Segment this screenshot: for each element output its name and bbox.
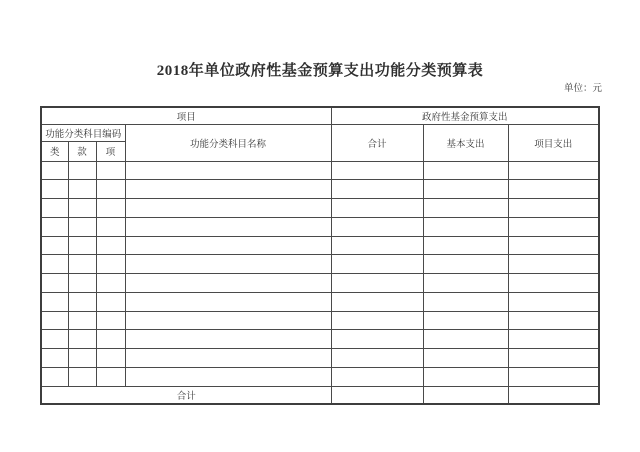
footer-total-row bbox=[41, 386, 599, 404]
cell-item bbox=[96, 199, 125, 218]
cell-name bbox=[125, 236, 331, 255]
cell-section bbox=[68, 274, 96, 293]
table-row bbox=[41, 330, 599, 349]
header-code-group: 功能分类科目编码 bbox=[41, 124, 125, 141]
table-row bbox=[41, 199, 599, 218]
cell-total bbox=[331, 274, 423, 293]
header-project-group: 项目 bbox=[41, 107, 331, 124]
cell-total bbox=[331, 292, 423, 311]
cell-total bbox=[331, 311, 423, 330]
cell-class bbox=[41, 292, 68, 311]
table-row bbox=[41, 180, 599, 199]
cell-basic bbox=[423, 274, 508, 293]
cell-project bbox=[508, 180, 599, 199]
cell-name bbox=[125, 217, 331, 236]
cell-basic bbox=[423, 161, 508, 180]
unit-label: 单位：元 bbox=[563, 84, 602, 94]
cell-basic bbox=[423, 311, 508, 330]
cell-class bbox=[41, 311, 68, 330]
cell-class bbox=[41, 217, 68, 236]
footer-basic-value bbox=[423, 386, 508, 404]
header-item-column: 项 bbox=[96, 141, 125, 161]
header-section-column: 款 bbox=[68, 141, 96, 161]
table-row bbox=[41, 255, 599, 274]
header-projectexp-column: 项目支出 bbox=[508, 124, 599, 161]
cell-name bbox=[125, 349, 331, 368]
cell-basic bbox=[423, 236, 508, 255]
cell-basic bbox=[423, 180, 508, 199]
cell-class bbox=[41, 330, 68, 349]
table-body bbox=[41, 161, 599, 386]
footer-total-value bbox=[331, 386, 423, 404]
table-row bbox=[41, 161, 599, 180]
cell-section bbox=[68, 330, 96, 349]
cell-item bbox=[96, 367, 125, 386]
cell-basic bbox=[423, 255, 508, 274]
cell-name bbox=[125, 199, 331, 218]
cell-class bbox=[41, 199, 68, 218]
cell-item bbox=[96, 274, 125, 293]
cell-name bbox=[125, 367, 331, 386]
cell-total bbox=[331, 367, 423, 386]
cell-item bbox=[96, 236, 125, 255]
table-row bbox=[41, 367, 599, 386]
cell-class bbox=[41, 367, 68, 386]
cell-total bbox=[331, 349, 423, 368]
cell-basic bbox=[423, 367, 508, 386]
cell-total bbox=[331, 236, 423, 255]
table-footer bbox=[41, 386, 599, 404]
cell-item bbox=[96, 292, 125, 311]
cell-project bbox=[508, 311, 599, 330]
cell-project bbox=[508, 292, 599, 311]
cell-basic bbox=[423, 217, 508, 236]
cell-item bbox=[96, 255, 125, 274]
cell-section bbox=[68, 311, 96, 330]
budget-table bbox=[40, 106, 600, 405]
table-row bbox=[41, 236, 599, 255]
cell-class bbox=[41, 274, 68, 293]
cell-name bbox=[125, 274, 331, 293]
cell-project bbox=[508, 255, 599, 274]
cell-section bbox=[68, 292, 96, 311]
footer-project-value bbox=[508, 386, 599, 404]
cell-basic bbox=[423, 292, 508, 311]
cell-project bbox=[508, 274, 599, 293]
header-class-column: 类 bbox=[41, 141, 68, 161]
cell-basic bbox=[423, 199, 508, 218]
cell-section bbox=[68, 217, 96, 236]
cell-project bbox=[508, 349, 599, 368]
cell-class bbox=[41, 349, 68, 368]
table-row bbox=[41, 217, 599, 236]
cell-item bbox=[96, 217, 125, 236]
cell-name bbox=[125, 311, 331, 330]
cell-project bbox=[508, 330, 599, 349]
cell-name bbox=[125, 330, 331, 349]
page-title: 2018年单位政府性基金预算支出功能分类预算表 bbox=[156, 63, 484, 79]
cell-name bbox=[125, 255, 331, 274]
cell-name bbox=[125, 161, 331, 180]
table-row bbox=[41, 274, 599, 293]
cell-name bbox=[125, 292, 331, 311]
cell-class bbox=[41, 255, 68, 274]
cell-project bbox=[508, 217, 599, 236]
cell-item bbox=[96, 349, 125, 368]
table-row bbox=[41, 292, 599, 311]
header-basic-column: 基本支出 bbox=[423, 124, 508, 161]
cell-item bbox=[96, 311, 125, 330]
cell-class bbox=[41, 161, 68, 180]
header-name-column: 功能分类科目名称 bbox=[125, 124, 331, 161]
table-row bbox=[41, 311, 599, 330]
cell-project bbox=[508, 199, 599, 218]
cell-item bbox=[96, 180, 125, 199]
cell-project bbox=[508, 367, 599, 386]
cell-name bbox=[125, 180, 331, 199]
cell-class bbox=[41, 180, 68, 199]
cell-section bbox=[68, 367, 96, 386]
cell-item bbox=[96, 330, 125, 349]
cell-total bbox=[331, 199, 423, 218]
cell-basic bbox=[423, 349, 508, 368]
cell-section bbox=[68, 349, 96, 368]
header-group-row bbox=[41, 107, 599, 124]
cell-total bbox=[331, 255, 423, 274]
cell-item bbox=[96, 161, 125, 180]
cell-section bbox=[68, 199, 96, 218]
cell-basic bbox=[423, 330, 508, 349]
cell-project bbox=[508, 236, 599, 255]
cell-total bbox=[331, 161, 423, 180]
cell-section bbox=[68, 161, 96, 180]
cell-project bbox=[508, 161, 599, 180]
cell-class bbox=[41, 236, 68, 255]
cell-section bbox=[68, 180, 96, 199]
cell-total bbox=[331, 217, 423, 236]
cell-total bbox=[331, 180, 423, 199]
header-budget-group: 政府性基金预算支出 bbox=[331, 107, 599, 124]
header-sub-row bbox=[41, 124, 599, 141]
table-row bbox=[41, 349, 599, 368]
table-header bbox=[41, 107, 599, 161]
footer-total-label: 合计 bbox=[41, 386, 331, 404]
cell-section bbox=[68, 236, 96, 255]
cell-section bbox=[68, 255, 96, 274]
cell-total bbox=[331, 330, 423, 349]
header-total-column: 合计 bbox=[331, 124, 423, 161]
